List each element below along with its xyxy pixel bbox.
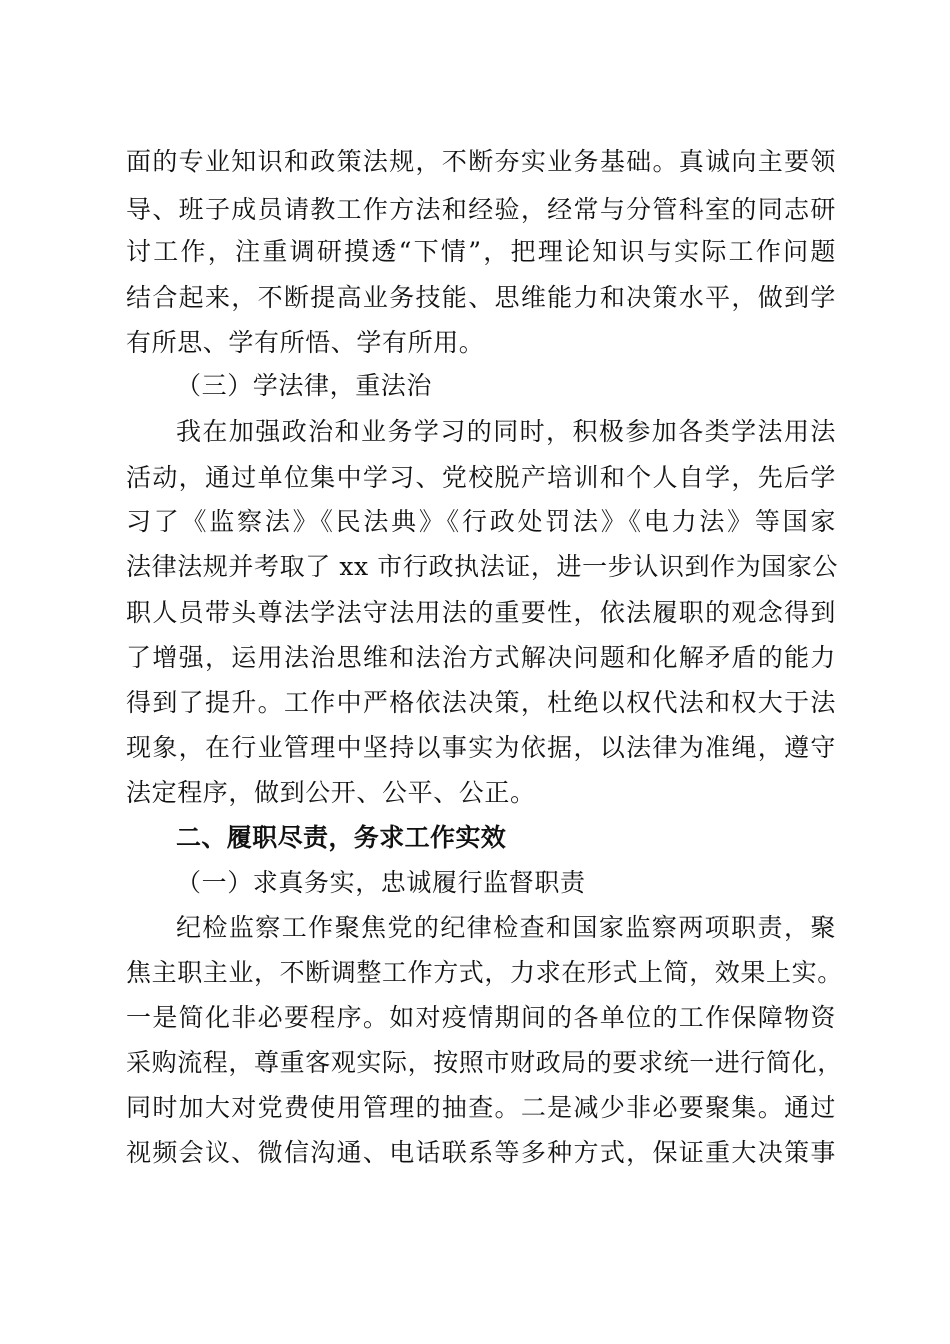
paragraph-line: 采购流程，尊重客观实际，按照市财政局的要求统一进行简化， <box>126 1048 843 1077</box>
paragraph-line: 焦主职主业，不断调整工作方式，力求在形式上简，效果上实。 <box>126 958 843 987</box>
paragraph-line: 了增强，运用法治思维和法治方式解决问题和化解矛盾的能力 <box>126 643 836 672</box>
paragraph-line: 现象，在行业管理中坚持以事实为依据，以法律为准绳，遵守 <box>126 733 836 762</box>
paragraph-line: 同时加大对党费使用管理的抽查。二是减少非必要聚集。通过 <box>126 1093 836 1122</box>
paragraph-line: 得到了提升。工作中严格依法决策，杜绝以权代法和权大于法 <box>126 688 836 717</box>
paragraph-line: 结合起来，不断提高业务技能、思维能力和决策水平，做到学 <box>126 283 836 312</box>
paragraph-line: 活动，通过单位集中学习、党校脱产培训和个人自学，先后学 <box>126 463 836 492</box>
paragraph-line: 面的专业知识和政策法规，不断夯实业务基础。真诚向主要领 <box>126 147 836 176</box>
paragraph-line: 法律法规并考取了 xx 市行政执法证，进一步认识到作为国家公 <box>126 552 839 581</box>
paragraph-line: 习了《监察法》《民法典》《行政处罚法》《电力法》等国家 <box>126 507 836 536</box>
section-heading-3: （三）学法律，重法治 <box>176 371 433 400</box>
paragraph-line: 职人员带头尊法学法守法用法的重要性，依法履职的观念得到 <box>126 598 836 627</box>
paragraph-line: 讨工作，注重调研摸透“下情”，把理论知识与实际工作问题 <box>126 237 836 266</box>
section-heading-2: 二、履职尽责，务求工作实效 <box>176 823 507 852</box>
subsection-heading: （一）求真务实，忠诚履行监督职责 <box>176 868 586 897</box>
paragraph-line: 法定程序，做到公开、公平、公正。 <box>126 778 536 807</box>
paragraph-line: 视频会议、微信沟通、电话联系等多种方式，保证重大决策事 <box>126 1138 836 1167</box>
paragraph-line: 有所思、学有所悟、学有所用。 <box>126 328 485 357</box>
paragraph-line: 纪检监察工作聚焦党的纪律检查和国家监察两项职责，聚 <box>176 913 836 942</box>
paragraph-line: 我在加强政治和业务学习的同时，积极参加各类学法用法 <box>176 417 836 446</box>
paragraph-line: 导、班子成员请教工作方法和经验，经常与分管科室的同志研 <box>126 195 836 224</box>
paragraph-line: 一是简化非必要程序。如对疫情期间的各单位的工作保障物资 <box>126 1003 836 1032</box>
